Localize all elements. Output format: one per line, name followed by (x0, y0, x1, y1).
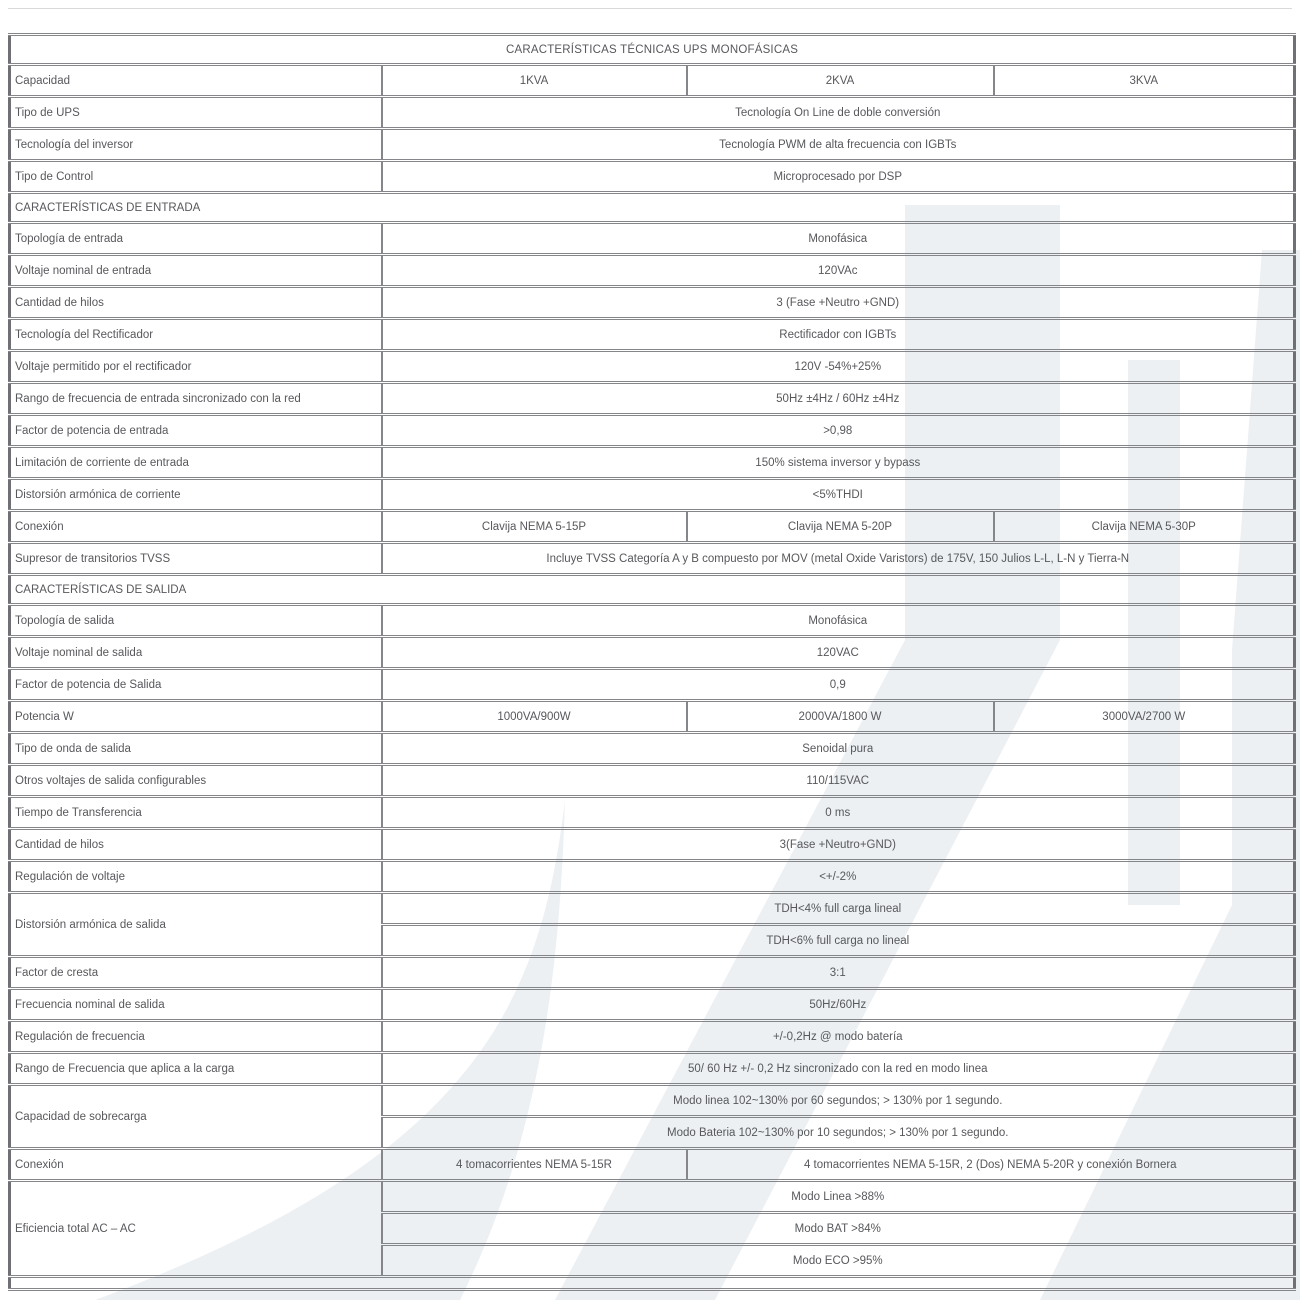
spec-value: 2KVA (687, 65, 994, 97)
spec-label: Tiempo de Transferencia (10, 797, 382, 829)
table-row (10, 97, 1295, 129)
spec-label: Potencia W (10, 701, 382, 733)
table-row (10, 1021, 1295, 1053)
table-row (10, 733, 1295, 765)
spec-value: 3:1 (382, 957, 1295, 989)
spec-label: Voltaje permitido por el rectificador (10, 351, 382, 383)
spec-value: Tecnología On Line de doble conversión (382, 97, 1295, 129)
spec-label: Rango de Frecuencia que aplica a la carga (10, 1053, 382, 1085)
spec-value: 50/ 60 Hz +/- 0,2 Hz sincronizado con la red en modo linea (382, 1053, 1295, 1085)
spec-value: <5%THDI (382, 479, 1295, 511)
spec-label: Voltaje nominal de entrada (10, 255, 382, 287)
spec-value: 0,9 (382, 669, 1295, 701)
spec-label: Tecnología del inversor (10, 129, 382, 161)
spec-label: Capacidad de sobrecarga (10, 1085, 382, 1149)
section-header-row (10, 1277, 1295, 1290)
table-row (10, 319, 1295, 351)
spec-label: Distorsión armónica de corriente (10, 479, 382, 511)
spec-label: Factor de potencia de entrada (10, 415, 382, 447)
spec-label: Capacidad (10, 65, 382, 97)
table-row (10, 415, 1295, 447)
spec-value: 0 ms (382, 797, 1295, 829)
spec-value: 50Hz ±4Hz / 60Hz ±4Hz (382, 383, 1295, 415)
spec-label: Cantidad de hilos (10, 829, 382, 861)
table-row (10, 1053, 1295, 1085)
spec-value: 3(Fase +Neutro+GND) (382, 829, 1295, 861)
table-row (10, 829, 1295, 861)
spec-label: Topología de entrada (10, 223, 382, 255)
table-row (10, 161, 1295, 193)
spec-value: Incluye TVSS Categoría A y B compuesto por MOV (metal Oxide Varistors) de 175V, 150 Julios L-L, L-N y Tierra-N (382, 543, 1295, 575)
spec-label: Supresor de transitorios TVSS (10, 543, 382, 575)
spec-value: Clavija NEMA 5-20P (687, 511, 994, 543)
spec-value: Modo Linea >88% (382, 1181, 1295, 1213)
spec-label: Conexión (10, 511, 382, 543)
spec-value: >0,98 (382, 415, 1295, 447)
table-row (10, 797, 1295, 829)
table-row (10, 65, 1295, 97)
table-row (10, 605, 1295, 637)
spec-value: 3 (Fase +Neutro +GND) (382, 287, 1295, 319)
spec-value: <+/-2% (382, 861, 1295, 893)
spec-label: Rango de frecuencia de entrada sincronizado con la red (10, 383, 382, 415)
spec-value: 110/115VAC (382, 765, 1295, 797)
table-row (10, 447, 1295, 479)
spec-value: 3000VA/2700 W (994, 701, 1295, 733)
table-row (10, 1181, 1295, 1213)
ups-spec-table (8, 33, 1296, 1291)
table-row (10, 957, 1295, 989)
spec-value: TDH<4% full carga lineal (382, 893, 1295, 925)
table-row (10, 543, 1295, 575)
spec-value: TDH<6% full carga no lineal (382, 925, 1295, 957)
table-row (10, 1085, 1295, 1117)
table-row (10, 255, 1295, 287)
spec-value: Modo ECO >95% (382, 1245, 1295, 1277)
section-header-row (10, 575, 1295, 605)
table-row (10, 383, 1295, 415)
spec-label: Limitación de corriente de entrada (10, 447, 382, 479)
spec-value: 150% sistema inversor y bypass (382, 447, 1295, 479)
table-row (10, 637, 1295, 669)
spec-label: Tipo de Control (10, 161, 382, 193)
spec-value: Senoidal pura (382, 733, 1295, 765)
table-row (10, 223, 1295, 255)
table-row (10, 765, 1295, 797)
spec-value: 2000VA/1800 W (687, 701, 994, 733)
spec-label: Regulación de voltaje (10, 861, 382, 893)
table-title-row (10, 35, 1295, 65)
spec-label: Tipo de onda de salida (10, 733, 382, 765)
spec-value: 120VAc (382, 255, 1295, 287)
spec-label: Voltaje nominal de salida (10, 637, 382, 669)
section-header-label: CARACTERÍSTICAS DE SALIDA (10, 575, 1295, 605)
spec-label: Conexión (10, 1149, 382, 1181)
table-row (10, 861, 1295, 893)
spec-value: Rectificador con IGBTs (382, 319, 1295, 351)
spec-value: 120VAC (382, 637, 1295, 669)
spec-value: Clavija NEMA 5-15P (382, 511, 687, 543)
spec-label: Topología de salida (10, 605, 382, 637)
section-header-label: CARACTERÍSTICAS DE ENTRADA (10, 193, 1295, 223)
spec-value: Microprocesado por DSP (382, 161, 1295, 193)
table-row (10, 669, 1295, 701)
spec-value: 50Hz/60Hz (382, 989, 1295, 1021)
spec-value: +/-0,2Hz @ modo batería (382, 1021, 1295, 1053)
spec-label: Cantidad de hilos (10, 287, 382, 319)
spec-value: 1KVA (382, 65, 687, 97)
spec-value: Modo BAT >84% (382, 1213, 1295, 1245)
spec-value: Monofásica (382, 605, 1295, 637)
spec-label: Factor de cresta (10, 957, 382, 989)
spec-value: Clavija NEMA 5-30P (994, 511, 1295, 543)
spec-label: Frecuencia nominal de salida (10, 989, 382, 1021)
spec-label: Tipo de UPS (10, 97, 382, 129)
spec-value: 3KVA (994, 65, 1295, 97)
table-row (10, 479, 1295, 511)
section-header-label (10, 1277, 1295, 1290)
spec-value: Modo linea 102~130% por 60 segundos; > 130% por 1 segundo. (382, 1085, 1295, 1117)
spec-value: 4 tomacorrientes NEMA 5-15R, 2 (Dos) NEMA 5-20R y conexión Bornera (687, 1149, 1295, 1181)
table-row (10, 701, 1295, 733)
spec-value: 120V -54%+25% (382, 351, 1295, 383)
spec-value: Monofásica (382, 223, 1295, 255)
table-row (10, 287, 1295, 319)
spec-value: 1000VA/900W (382, 701, 687, 733)
table-row (10, 351, 1295, 383)
spec-value: Tecnología PWM de alta frecuencia con IGBTs (382, 129, 1295, 161)
table-row (10, 1149, 1295, 1181)
table-row (10, 129, 1295, 161)
spec-label: Distorsión armónica de salida (10, 893, 382, 957)
spec-value: 4 tomacorrientes NEMA 5-15R (382, 1149, 687, 1181)
spec-value: Modo Bateria 102~130% por 10 segundos; > 130% por 1 segundo. (382, 1117, 1295, 1149)
table-row (10, 893, 1295, 925)
spec-label: Factor de potencia de Salida (10, 669, 382, 701)
spec-label: Otros voltajes de salida configurables (10, 765, 382, 797)
spec-label: Tecnología del Rectificador (10, 319, 382, 351)
table-row (10, 989, 1295, 1021)
spec-label: Eficiencia total AC – AC (10, 1181, 382, 1277)
spec-label: Regulación de frecuencia (10, 1021, 382, 1053)
table-row (10, 511, 1295, 543)
section-header-row (10, 193, 1295, 223)
table-title: CARACTERÍSTICAS TÉCNICAS UPS MONOFÁSICAS (10, 35, 1295, 65)
